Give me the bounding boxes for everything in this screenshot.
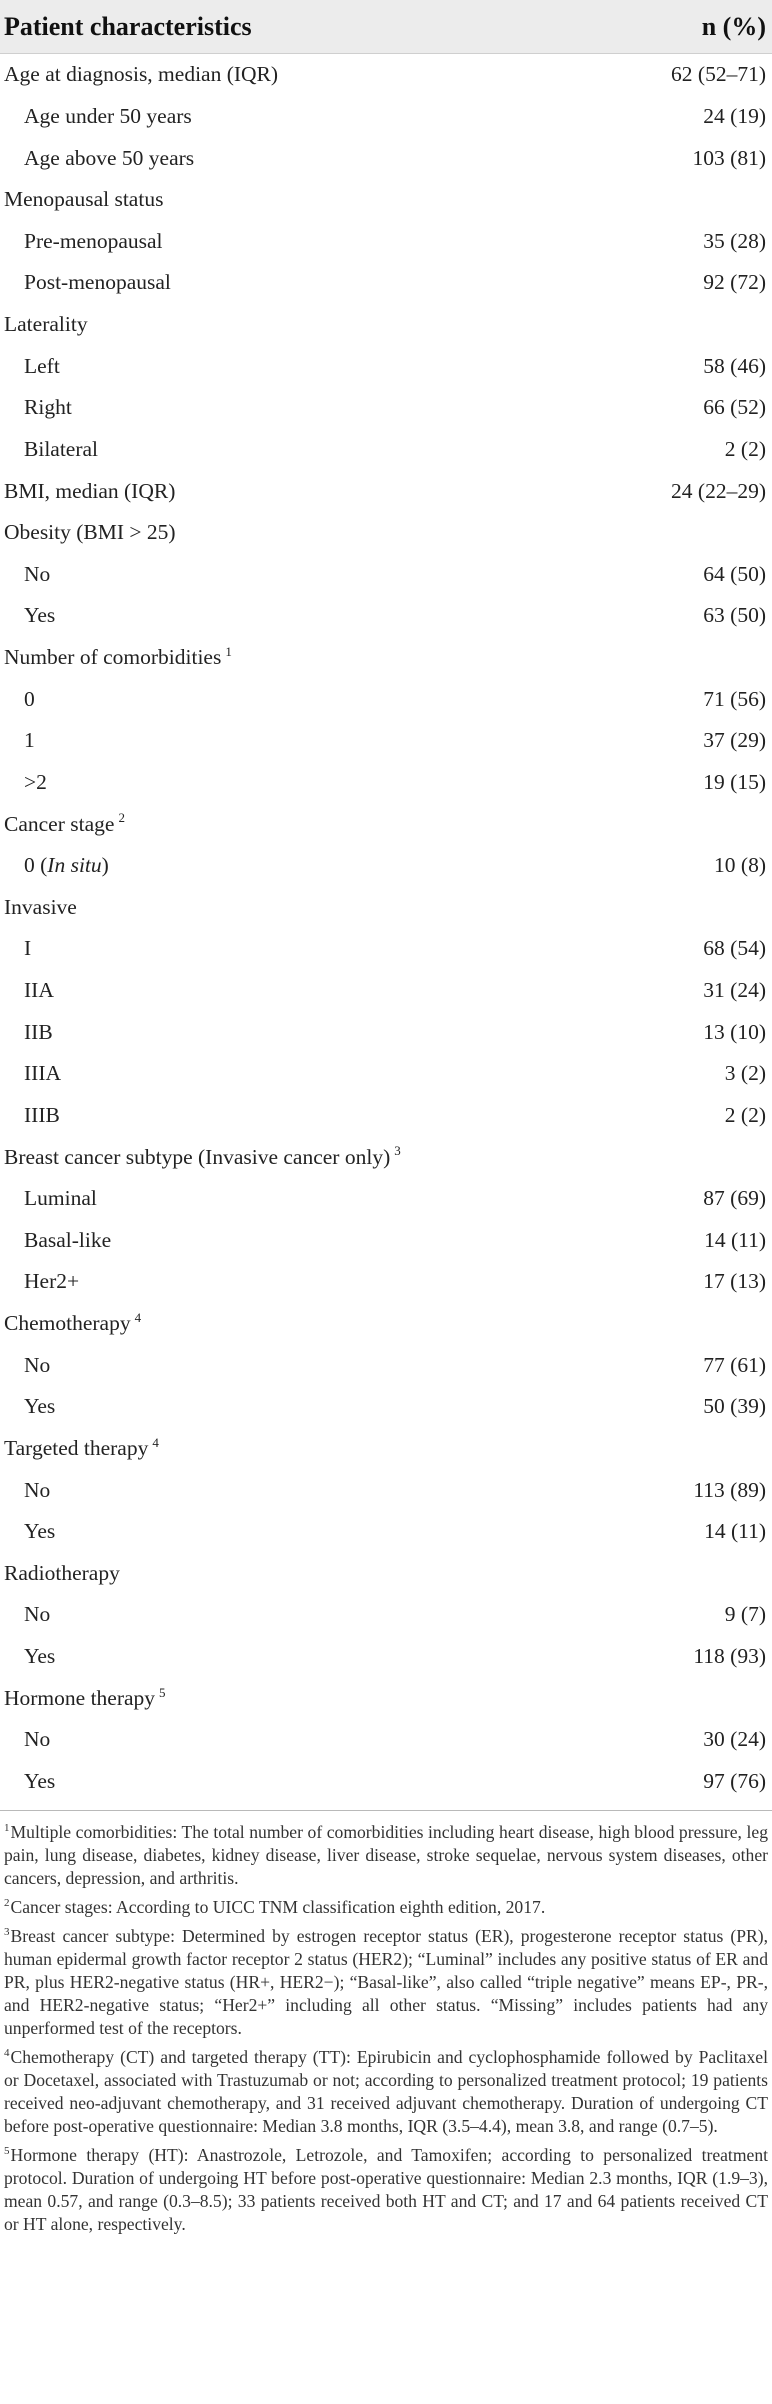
table-row xyxy=(0,845,772,887)
row-label: Obesity (BMI > 25) xyxy=(4,520,176,545)
row-label: Breast cancer subtype (Invasive cancer only) $^3$ xyxy=(4,1143,401,1169)
row-label: No xyxy=(24,1727,51,1752)
footnote xyxy=(4,2046,768,2138)
row-value: 9 (7) xyxy=(724,1602,766,1627)
table-row xyxy=(0,554,772,596)
table-row xyxy=(0,54,772,96)
table-row xyxy=(0,1428,772,1470)
row-label: Yes xyxy=(24,1644,56,1669)
table-row xyxy=(0,1053,772,1095)
row-value: 13 (10) xyxy=(703,1019,766,1044)
table-header xyxy=(0,0,772,54)
table-row xyxy=(0,304,772,346)
table-row xyxy=(0,595,772,637)
footnote-marker: 4 xyxy=(152,1434,159,1450)
row-label: Left xyxy=(24,353,60,378)
footnote-marker: 1 xyxy=(225,643,232,659)
table-row xyxy=(0,1761,772,1803)
row-label: Luminal xyxy=(24,1186,97,1211)
table-row xyxy=(0,1511,772,1553)
table-row xyxy=(0,637,772,679)
table-row xyxy=(0,1220,772,1262)
row-value: 71 (56) xyxy=(703,686,766,711)
row-value: 31 (24) xyxy=(703,978,766,1003)
row-value: 63 (50) xyxy=(703,603,766,628)
footnote-text: Hormone therapy (HT): Anastrozole, Letrozole, and Tamoxifen; according to personalized treatment protocol. Duration of undergoing HT before post-operative questionnaire: Median 2.3 months, IQR (1.9–3), mean 0.57, and range (0.3–8.5); 33 patients received both HT and CT; and 17 and 64 patients received CT or HT alone, respectively. xyxy=(4,2145,768,2235)
row-label: Hormone therapy $^5$ xyxy=(4,1684,166,1710)
row-label: Menopausal status xyxy=(4,187,164,212)
row-label: Pre-menopausal xyxy=(24,228,163,253)
table-row xyxy=(0,1386,772,1428)
footnote-number: 1 xyxy=(4,1822,10,1835)
table-row xyxy=(0,1636,772,1678)
table-row xyxy=(0,179,772,221)
footnote-number: 2 xyxy=(4,1897,10,1910)
row-label: Yes xyxy=(24,603,56,628)
table-row xyxy=(0,262,772,304)
table-row xyxy=(0,1594,772,1636)
table-row xyxy=(0,928,772,970)
row-value: 14 (11) xyxy=(704,1519,766,1544)
footnote-marker: 5 xyxy=(159,1684,166,1700)
row-value: 19 (15) xyxy=(703,769,766,794)
table-row xyxy=(0,512,772,554)
row-label: Her2+ xyxy=(24,1269,80,1294)
footnote-marker: 4 xyxy=(134,1309,142,1325)
table-row xyxy=(0,96,772,138)
row-label: IIIB xyxy=(24,1102,60,1127)
footnote-number: 5 xyxy=(4,2145,10,2158)
row-label: Cancer stage $^2$ xyxy=(4,810,125,836)
table-row xyxy=(0,1303,772,1345)
table-row xyxy=(0,803,772,845)
row-label: >2 xyxy=(24,769,47,794)
table-row xyxy=(0,1719,772,1761)
row-label: 0 xyxy=(24,686,35,711)
row-value: 58 (46) xyxy=(703,353,766,378)
row-label: Right xyxy=(24,395,72,420)
row-value: 24 (22–29) xyxy=(671,478,766,503)
table-row xyxy=(0,1469,772,1511)
table-row xyxy=(0,387,772,429)
row-label: 1 xyxy=(24,728,35,753)
row-label: Bilateral xyxy=(24,436,99,461)
row-label: Post-menopausal xyxy=(24,270,171,295)
table-row xyxy=(0,1677,772,1719)
row-label: Radiotherapy xyxy=(4,1560,120,1585)
row-label: Basal-like xyxy=(24,1227,112,1252)
row-value: 10 (8) xyxy=(714,853,766,878)
row-label: IIIA xyxy=(24,1061,62,1086)
row-label: Number of comorbidities $^1$ xyxy=(4,643,232,670)
row-label: Age under 50 years xyxy=(24,103,192,128)
row-label: Yes xyxy=(24,1768,56,1793)
row-value: 14 (11) xyxy=(704,1227,766,1252)
table-row xyxy=(0,137,772,179)
header-label: Patient characteristics xyxy=(4,11,252,41)
row-label: No xyxy=(24,1477,51,1502)
table-row xyxy=(0,1553,772,1595)
row-label: Invasive xyxy=(4,894,77,919)
table-row xyxy=(0,1136,772,1178)
footnote-text: Chemotherapy (CT) and targeted therapy (TT): Epirubicin and cyclophosphamide followed by Paclitaxel or Docetaxel, associated with Trastuzumab or not; according to personalized treatment protocol; 19 patients received neo-adjuvant chemotherapy, and 31 received adjuvant chemotherapy. Duration of undergoing CT before post-operative questionnaire: Median 3.8 months, IQR (3.5–4.4), mean 3.8, and range (0.7–5). xyxy=(4,2047,768,2137)
row-value: 92 (72) xyxy=(703,270,766,295)
row-label: I xyxy=(24,936,32,961)
footnote xyxy=(4,2144,768,2236)
row-value: 87 (69) xyxy=(703,1186,766,1211)
header-value: n (%) xyxy=(701,11,766,41)
footnote-number: 3 xyxy=(4,1926,10,1939)
row-value: 97 (76) xyxy=(703,1768,766,1793)
footnote-text: Multiple comorbidities: The total number of comorbidities including heart disease, high blood pressure, leg pain, lung disease, diabetes, kidney disease, liver disease, stroke sequelae, nervous system diseases, other cancers, depression, and arthritis. xyxy=(4,1822,768,1889)
footnote-text: Breast cancer subtype: Determined by estrogen receptor status (ER), progesterone receptor status (PR), human epidermal growth factor receptor 2 status (HER2); “Luminal” includes any positive status of ER and PR, plus HER2-negative status (HR+, HER2−); “Basal-like”, also called “triple negative” means EP-, PR-, and HER2-negative status; “Her2+” including all other status. “Missing” includes patients had any unperformed test of the receptors. xyxy=(4,1926,768,2039)
row-value: 103 (81) xyxy=(692,145,766,170)
footnote-marker: 2 xyxy=(118,810,125,826)
row-label: IIA xyxy=(24,978,54,1003)
row-value: 62 (52–71) xyxy=(671,62,766,87)
footnote-marker: 3 xyxy=(394,1143,401,1159)
row-value: 113 (89) xyxy=(693,1477,766,1502)
table-row xyxy=(0,970,772,1012)
table-row xyxy=(0,1261,772,1303)
row-label: Age above 50 years xyxy=(24,145,195,170)
table-row xyxy=(0,429,772,471)
table-row xyxy=(0,470,772,512)
row-label: Age at diagnosis, median (IQR) xyxy=(4,62,279,87)
row-label: Laterality xyxy=(4,312,88,337)
row-value: 66 (52) xyxy=(703,395,766,420)
footnote xyxy=(4,1821,768,1890)
row-label: 0 (In situ) xyxy=(24,853,109,878)
footnote xyxy=(4,1896,768,1919)
table-row xyxy=(0,1095,772,1137)
row-value: 30 (24) xyxy=(703,1727,766,1752)
row-value: 68 (54) xyxy=(703,936,766,961)
footnote xyxy=(4,1925,768,2040)
table-body xyxy=(0,54,772,1802)
table-row xyxy=(0,1344,772,1386)
row-value: 118 (93) xyxy=(693,1644,766,1669)
row-value: 2 (2) xyxy=(724,1102,766,1127)
row-value: 3 (2) xyxy=(724,1061,766,1086)
row-value: 24 (19) xyxy=(703,103,766,128)
row-value: 64 (50) xyxy=(703,561,766,586)
row-label: Targeted therapy $^4$ xyxy=(4,1434,159,1460)
row-label: No xyxy=(24,561,51,586)
row-label: IIB xyxy=(24,1019,53,1044)
row-value: 77 (61) xyxy=(703,1352,766,1377)
row-value: 17 (13) xyxy=(703,1269,766,1294)
table-row xyxy=(0,221,772,263)
table-row xyxy=(0,762,772,804)
footnote-text: Cancer stages: According to UICC TNM classification eighth edition, 2017. xyxy=(10,1897,546,1918)
row-label: No xyxy=(24,1352,51,1377)
row-label: Yes xyxy=(24,1519,56,1544)
table-row xyxy=(0,1011,772,1053)
row-label: No xyxy=(24,1602,51,1627)
row-value: 35 (28) xyxy=(703,228,766,253)
row-label: Chemotherapy $^4$ xyxy=(4,1309,142,1336)
row-value: 50 (39) xyxy=(703,1394,766,1419)
table-row xyxy=(0,678,772,720)
row-value: 2 (2) xyxy=(724,436,766,461)
table-row xyxy=(0,720,772,762)
table-row xyxy=(0,887,772,929)
footnote-number: 4 xyxy=(4,2047,10,2060)
row-value: 37 (29) xyxy=(703,728,766,753)
footnotes xyxy=(0,1810,772,2236)
row-label: BMI, median (IQR) xyxy=(4,478,176,503)
table-row xyxy=(0,1178,772,1220)
table-row xyxy=(0,345,772,387)
row-label: Yes xyxy=(24,1394,56,1419)
